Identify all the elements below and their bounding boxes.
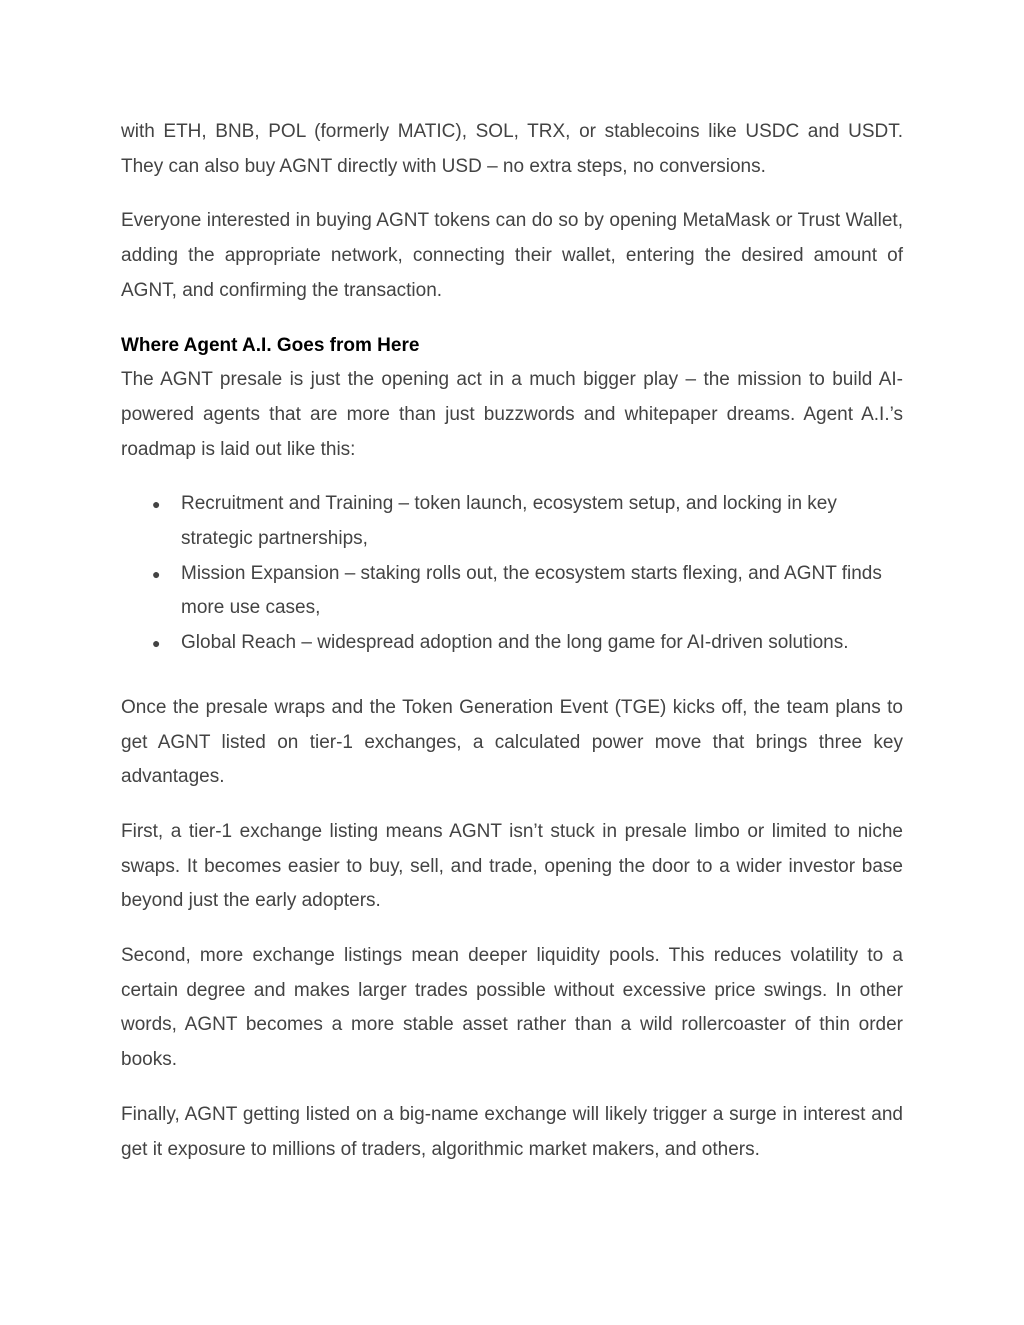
paragraph-how-to-buy: Everyone interested in buying AGNT tokens can do so by opening MetaMask or Trust Wallet, adding the appropriate network, connecting their wallet, entering the desired amount of AGNT, and confirming the transaction.	[121, 210, 903, 301]
paragraph-first-advantage: First, a tier-1 exchange listing means AGNT isn’t stuck in presale limbo or limited to niche swaps. It becomes easier to buy, sell, and trade, opening the door to a wider investor base beyond just the early adopters.	[121, 820, 903, 912]
section-heading: Where Agent A.I. Goes from Here	[121, 334, 420, 356]
list-item	[121, 557, 903, 626]
bullet-icon: ●	[152, 635, 161, 652]
paragraph-second-advantage: Second, more exchange listings mean deeper liquidity pools. This reduces volatility to a certain degree and makes larger trades possible without excessive price swings. In other words, AGNT becomes a more stable asset rather than a wild rollercoaster of thin order books.	[121, 945, 903, 1071]
paragraph-roadmap-intro: The AGNT presale is just the opening act in a much bigger play – the mission to build AI-powered agents that are more than just buzzwords and whitepaper dreams. Agent A.I.’s roadmap is laid out like this:	[121, 369, 903, 460]
list-item-text: Mission Expansion – staking rolls out, the ecosystem starts flexing, and AGNT finds more use cases,	[181, 562, 882, 619]
bullet-icon: ●	[152, 565, 161, 582]
spacer	[121, 919, 903, 939]
list-item	[121, 487, 903, 556]
spacer	[121, 467, 903, 487]
spacer	[121, 661, 903, 691]
spacer	[121, 309, 903, 329]
paragraph-tge-listing: Once the presale wraps and the Token Generation Event (TGE) kicks off, the team plans to get AGNT listed on tier-1 exchanges, a calculated power move that brings three key advantages.	[121, 696, 903, 788]
list-item-text: Global Reach – widespread adoption and the long game for AI-driven solutions.	[181, 632, 849, 654]
spacer	[121, 795, 903, 815]
bullet-icon: ●	[152, 496, 161, 513]
paragraph-payment-options: with ETH, BNB, POL (formerly MATIC), SOL, TRX, or stablecoins like USDC and USDT. They can also buy AGNT directly with USD – no extra steps, no conversions.	[121, 121, 903, 177]
list-item-text: Recruitment and Training – token launch, ecosystem setup, and locking in key strategic partnerships,	[181, 493, 837, 550]
spacer	[121, 184, 903, 204]
paragraph-final-advantage: Finally, AGNT getting listed on a big-name exchange will likely trigger a surge in interest and get it exposure to millions of traders, algorithmic market makers, and others.	[121, 1103, 903, 1160]
document-page	[121, 115, 903, 1167]
roadmap-list	[121, 487, 903, 661]
list-item	[121, 626, 903, 661]
spacer	[121, 1078, 903, 1098]
